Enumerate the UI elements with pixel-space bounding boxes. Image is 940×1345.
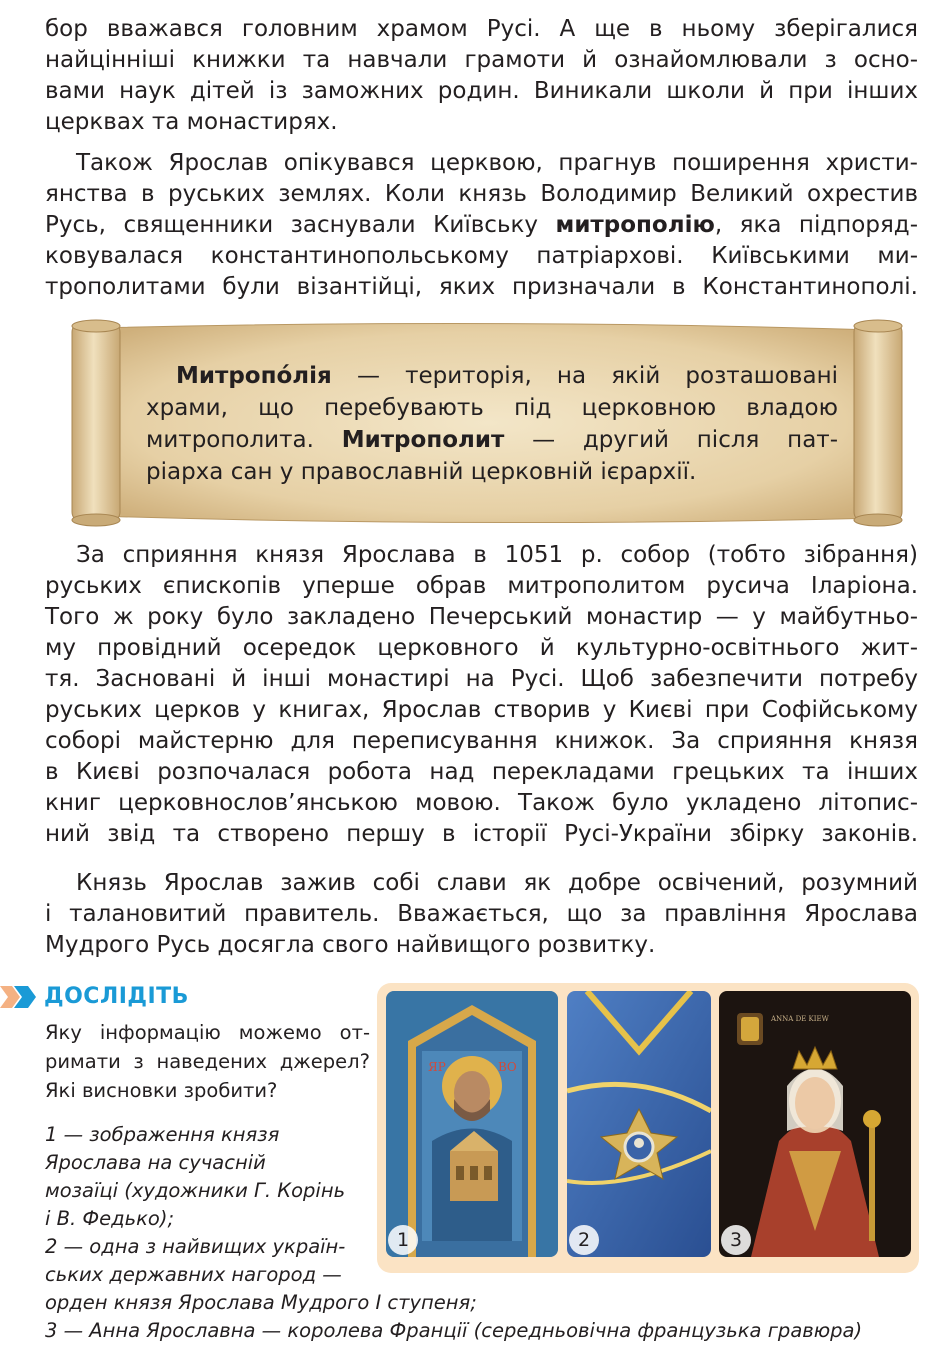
text-line: в Києві розпочалася робота над перекладами грецьких та інших xyxy=(45,759,918,785)
photo-anna xyxy=(719,991,911,1257)
caption-line: мозаїці (художники Г. Корінь xyxy=(45,1179,346,1202)
text-line: руських церков у книгах, Ярослав створив у Києві при Софійському xyxy=(45,697,918,723)
text-line: тя. Засновані й інші монастирі на Русі. Щоб забезпечити потребу xyxy=(45,666,918,692)
text-line: соборі майстерню для переписування книжок. За сприяння князя xyxy=(45,728,918,754)
caption-line: Ярослава на сучасній xyxy=(45,1151,266,1174)
caption-line: 2 — одна з найвищих україн- xyxy=(45,1235,346,1258)
text-line: трополитами були візантійці, яких призначали в Константинополі. xyxy=(45,274,918,300)
text-line: Князь Ярослав зажив собі слави як добре освічений, розумний xyxy=(76,870,918,896)
photo-number: 1 xyxy=(388,1225,418,1255)
definition-line: ріарха сан у православній церковній ієрархії. xyxy=(146,459,697,485)
text-line: церквах та монастирях. xyxy=(45,109,338,135)
text-line: За сприяння князя Ярослава в 1051 р. собор (тобто зібрання) xyxy=(76,542,918,568)
text-line: Того ж року було закладено Печерський монастир — у майбутньо- xyxy=(45,604,918,630)
term-metropoly: митрополію xyxy=(555,212,715,238)
chevron-right-icon xyxy=(0,982,44,1012)
text-line: янства в руських землях. Коли князь Володимир Великий охрестив xyxy=(45,181,918,207)
photo-number: 3 xyxy=(721,1225,751,1255)
text-line: руських єпископів уперше обрав митрополитом русича Іларіона. xyxy=(45,573,918,599)
research-header xyxy=(0,982,200,1012)
text-line: ний звід та створено першу в історії Русі-України збірку законів. xyxy=(45,821,918,847)
question-line: Які висновки зробити? xyxy=(45,1079,278,1102)
text-line: ковувалася константинопольському патріархові. Київськими ми- xyxy=(45,243,918,269)
mosaic-image xyxy=(386,991,558,1257)
research-question xyxy=(45,1018,370,1105)
research-title: ДОСЛІДІТЬ xyxy=(44,984,189,1009)
svg-text:ЯР: ЯР xyxy=(428,1060,446,1074)
text-line: і талановитий правитель. Вважається, що за правління Ярослава xyxy=(45,901,918,927)
caption-line: і В. Федько); xyxy=(45,1207,175,1230)
text-line: найцінніші книжки та навчали грамоти й ознайомлювали з осно- xyxy=(45,47,918,73)
paragraph-school xyxy=(45,14,918,138)
term-metropolitan-def: Митрополит xyxy=(341,427,505,453)
caption-line: ських державних нагород — xyxy=(45,1263,342,1286)
definition-text xyxy=(146,360,838,488)
text-line: книг церковнослов’янською мовою. Також було укладено літопис- xyxy=(45,790,918,816)
definition-scroll xyxy=(68,318,906,528)
question-line: Яку інформацію можемо от- xyxy=(45,1021,370,1044)
text-line: вами наук дітей із заможних родин. Виникали школи й при інших xyxy=(45,78,918,104)
text-line: Також Ярослав опікувався церквою, прагнув поширення христи- xyxy=(76,150,918,176)
text-line: му провідний осередок церковного й культурно-освітнього жит- xyxy=(45,635,918,661)
paragraph-conclusion xyxy=(45,868,918,961)
caption-line: орден князя Ярослава Мудрого І ступеня; xyxy=(45,1291,477,1314)
paragraph-church xyxy=(45,148,918,303)
portrait-image xyxy=(719,991,911,1257)
text-line: бор вважався головним храмом Русі. А ще в ньому зберігалися xyxy=(45,16,918,42)
caption-line: 3 — Анна Ярославна — королева Франції (середньовічна французька гравюра) xyxy=(45,1319,863,1342)
term-metropoly-def: Митропо́лія xyxy=(176,363,332,389)
text-line-metropoly: Русь, священники заснували Київську митрополію, яка підпоряд- xyxy=(45,212,918,238)
definition-line: храми, що перебувають під церковною владою xyxy=(146,395,838,421)
definition-line: Митропо́лія — територія, на якій розташовані xyxy=(176,363,838,389)
svg-text:ANNA DE KIEW: ANNA DE KIEW xyxy=(771,1015,829,1023)
svg-text:ВО: ВО xyxy=(498,1060,517,1074)
photo-order xyxy=(567,991,711,1257)
paragraph-council xyxy=(45,540,918,850)
question-line: римати з наведених джерел? xyxy=(45,1050,370,1073)
photo-mosaic xyxy=(386,991,558,1257)
definition-line: митрополита. Митрополит — другий після пат- xyxy=(146,427,838,453)
caption-line: 1 — зображення князя xyxy=(45,1123,280,1146)
photo-number: 2 xyxy=(569,1225,599,1255)
order-image xyxy=(567,991,711,1257)
text-line: Мудрого Русь досягла свого найвищого розвитку. xyxy=(45,932,656,958)
photo-panel xyxy=(377,983,919,1273)
